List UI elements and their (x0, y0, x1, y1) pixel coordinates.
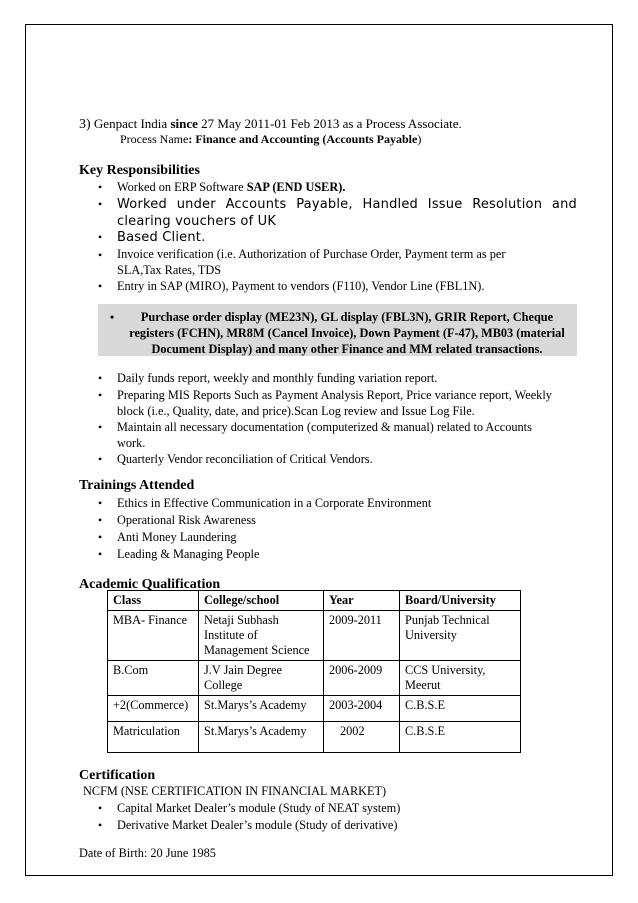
table-cell: CCS University, Meerut (400, 661, 521, 696)
bullet (98, 197, 108, 212)
table-header-row (108, 591, 521, 611)
table-cell: 2006-2009 (324, 661, 400, 696)
bullet (98, 818, 108, 833)
job-line (79, 116, 462, 133)
bullet (98, 388, 108, 403)
bullet (98, 371, 108, 386)
table-header: Year (324, 591, 400, 611)
responsibility-item: Worked under Accounts Payable, Handled Issue Resolution and (117, 197, 577, 212)
responsibility-item: Preparing MIS Reports Such as Payment Analysis Report, Price variance report, Weekly (117, 388, 552, 402)
training-item: Ethics in Effective Communication in a Corporate Environment (117, 496, 432, 510)
job-company: Genpact India (93, 116, 168, 131)
certification-subtitle: NCFM (NSE CERTIFICATION IN FINANCIAL MARKET) (83, 784, 387, 798)
responsibility-item: Daily funds report, weekly and monthly funding variation report. (117, 371, 438, 385)
process-line (120, 132, 421, 147)
bullet (98, 230, 108, 245)
table-cell: Netaji Subhash Institute of Management Science (199, 611, 324, 661)
table-cell: St.Marys’s Academy (199, 696, 324, 722)
training-item: Leading & Managing People (117, 547, 260, 561)
responsibility-item: Entry in SAP (MIRO), Payment to vendors (F110), Vendor Line (FBL1N). (117, 279, 485, 293)
highlight-line: registers (FCHN), MR8M (Cancel Invoice), Down Payment (F-47), MB03 (material (129, 326, 565, 340)
table-row (108, 696, 521, 722)
responsibility-item-cont: clearing vouchers of UK (117, 214, 277, 229)
highlight-text (117, 309, 577, 357)
responsibility-item-cont: SLA,Tax Rates, TDS (117, 263, 222, 277)
date-of-birth: Date of Birth: 20 June 1985 (79, 846, 216, 860)
table-cell: 2003-2004 (324, 696, 400, 722)
table-cell: St.Marys’s Academy (199, 722, 324, 753)
table-cell: MBA- Finance (108, 611, 199, 661)
table-cell: +2(Commerce) (108, 696, 199, 722)
certification-item: Derivative Market Dealer’s module (Study of derivative) (117, 818, 398, 832)
bullet (98, 513, 108, 528)
bullet (98, 420, 108, 435)
table-cell: Matriculation (108, 722, 199, 753)
academic-table (107, 590, 521, 753)
trainings-heading: Trainings Attended (79, 478, 195, 493)
training-item: Operational Risk Awareness (117, 513, 256, 527)
responsibility-item-cont: block (i.e., Quality, date, and price).Scan Log review and Issue Log File. (117, 404, 475, 418)
job-number: 3) (79, 117, 91, 132)
table-row (108, 611, 521, 661)
process-label: Process Name (120, 132, 189, 146)
training-item: Anti Money Laundering (117, 530, 237, 544)
bullet (98, 801, 108, 816)
table-cell: J.V Jain Degree College (199, 661, 324, 696)
process-value: : Finance and Accounting (Accounts Payable (188, 132, 418, 146)
responsibility-item: Maintain all necessary documentation (computerized & manual) related to Accounts (117, 420, 532, 434)
responsibility-item: Invoice verification (i.e. Authorization of Purchase Order, Payment term as per (117, 247, 506, 261)
table-header: College/school (199, 591, 324, 611)
process-paren: ) (417, 132, 422, 146)
table-cell: C.B.S.E (400, 722, 521, 753)
table-row (108, 722, 521, 753)
table-cell: B.Com (108, 661, 199, 696)
bullet (98, 248, 108, 263)
bullet (98, 452, 108, 467)
bullet (98, 496, 108, 511)
bullet (98, 279, 108, 294)
table-header: Board/University (400, 591, 521, 611)
responsibility-item (117, 179, 345, 195)
bullet (98, 180, 108, 195)
responsibility-item: Based Client. (117, 230, 206, 245)
academic-heading: Academic Qualification (79, 577, 221, 592)
highlight-line: Document Display) and many other Finance and MM related transactions. (151, 342, 543, 356)
job-since: since (170, 116, 198, 131)
bullet (98, 547, 108, 562)
highlight-line: Purchase order display (ME23N), GL display (FBL3N), GRIR Report, Cheque (140, 310, 554, 324)
table-row (108, 661, 521, 696)
table-cell: Punjab Technical University (400, 611, 521, 661)
item-bold: SAP (END USER). (246, 180, 346, 194)
responsibilities-heading: Key Responsibilities (79, 163, 200, 178)
responsibility-item: Quarterly Vendor reconciliation of Critical Vendors. (117, 452, 373, 466)
responsibility-item-cont: work. (117, 436, 146, 450)
item-text: Worked on ERP Software (117, 180, 247, 194)
table-header: Class (108, 591, 199, 611)
table-cell: 2002 (324, 722, 400, 753)
certification-item: Capital Market Dealer’s module (Study of NEAT system) (117, 801, 401, 815)
bullet (98, 530, 108, 545)
job-period: 27 May 2011-01 Feb 2013 as a Process Associate. (201, 116, 462, 131)
table-cell: 2009-2011 (324, 611, 400, 661)
certification-heading: Certification (79, 768, 156, 783)
table-cell: C.B.S.E (400, 696, 521, 722)
